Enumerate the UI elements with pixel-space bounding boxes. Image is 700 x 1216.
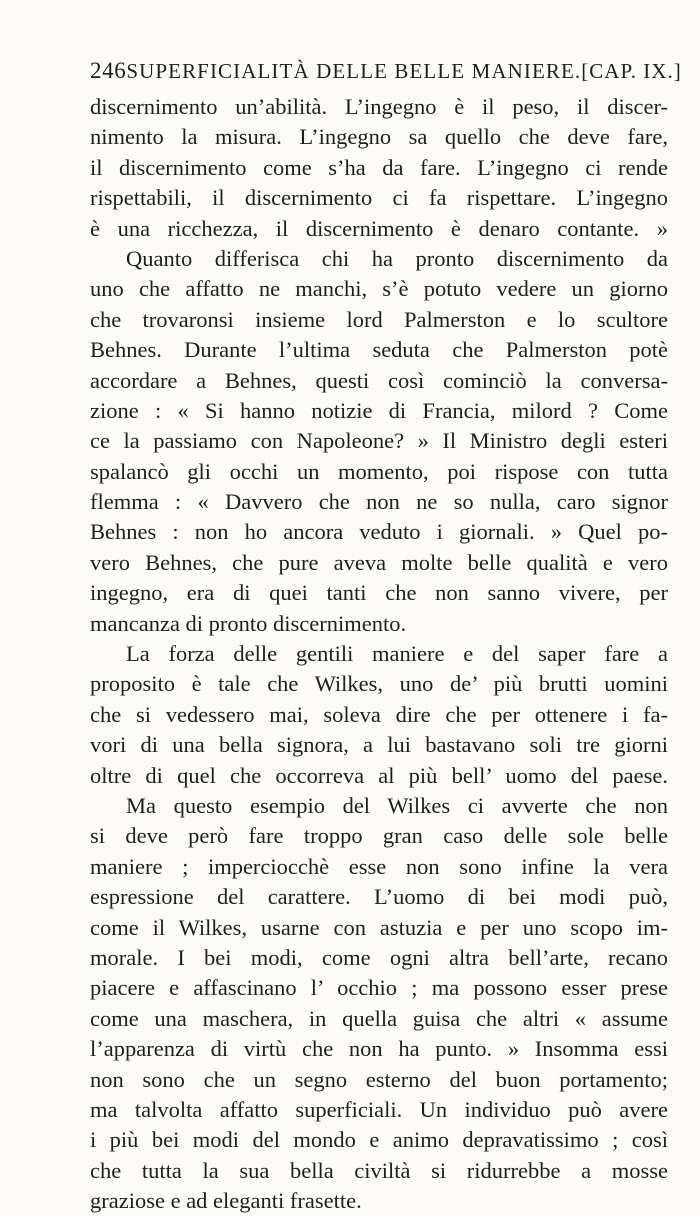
text-line: non sono che un segno esterno del buon portamento; [90, 1066, 668, 1092]
text-line: che trovaronsi insieme lord Palmerston e lo scultore [90, 306, 668, 332]
text-line: accordare a Behnes, questi così cominciò la conversa- [90, 367, 668, 393]
paragraph [90, 639, 668, 791]
text-line: vero Behnes, che pure aveva molte belle qualità e vero [90, 549, 668, 575]
text-line: nimento la misura. L’ingegno sa quello che deve fare, [90, 124, 668, 150]
text-line: maniere ; imperciocchè esse non sono infine la vera [90, 853, 668, 879]
text-line: come il Wilkes, usarne con astuzia e per uno scopo im- [90, 914, 668, 940]
text-line: oltre di quel che occorreva al più bell’ uomo del paese. [90, 762, 668, 788]
page-number: 246 [90, 58, 127, 83]
text-line: ma talvolta affatto superficiali. Un individuo può avere [90, 1096, 668, 1122]
text-line: Quanto differisca chi ha pronto discernimento da [126, 245, 668, 271]
chapter-label: [CAP. IX.] [581, 59, 682, 83]
text-line: La forza delle gentili maniere e del saper fare a [126, 641, 668, 667]
running-title: SUPERFICIALITÀ DELLE BELLE MANIERE. [126, 59, 582, 83]
text-line: vori di una bella signora, a lui bastavano soli tre giorni [90, 732, 668, 758]
text-line: espressione del carattere. L’uomo di bei modi può, [90, 884, 668, 910]
text-line: rispettabili, il discernimento ci fa rispettare. L’ingegno [90, 185, 668, 211]
text-line: è una ricchezza, il discernimento è denaro contante. » [90, 215, 668, 241]
paragraph [90, 244, 668, 639]
paragraph [90, 92, 668, 244]
text-line: ingegno, era di quei tanti che non sanno vivere, per [90, 580, 668, 606]
text-line: il discernimento come s’ha da fare. L’ingegno ci rende [90, 154, 668, 180]
body-text [90, 92, 668, 1216]
text-line: che si vedessero mai, soleva dire che per ottenere i fa- [90, 701, 668, 727]
text-line: Behnes. Durante l’ultima seduta che Palmerston potè [90, 337, 668, 363]
text-line: proposito è tale che Wilkes, uno de’ più brutti uomini [90, 671, 668, 697]
text-line: ce la passiamo con Napoleone? » Il Ministro degli esteri [90, 428, 668, 454]
text-line: uno che affatto ne manchi, s’è potuto vedere un giorno [90, 276, 668, 302]
text-line: che tutta la sua bella civiltà si ridurrebbe a mosse [90, 1157, 668, 1183]
text-line: spalancò gli occhi un momento, poi rispose con tutta [90, 458, 668, 484]
text-line: si deve però fare troppo gran caso delle sole belle [90, 823, 668, 849]
text-line: Ma questo esempio del Wilkes ci avverte che non [126, 792, 668, 818]
text-line: Behnes : non ho ancora veduto i giornali. » Quel po- [90, 519, 668, 545]
text-line: i più bei modi del mondo e animo depravatissimo ; così [90, 1127, 668, 1153]
text-line: graziose e ad eleganti frasette. [90, 1188, 362, 1214]
text-line: discernimento un’abilità. L’ingegno è il peso, il discer- [90, 94, 668, 119]
text-line: piacere e affascinano l’ occhio ; ma possono esser prese [90, 975, 668, 1001]
text-line: come una maschera, in quella guisa che altri « assume [90, 1005, 668, 1031]
text-line: flemma : « Davvero che non ne so nulla, caro signor [90, 489, 668, 515]
paragraph [90, 791, 668, 1216]
text-line: mancanza di pronto discernimento. [90, 610, 407, 636]
text-line: morale. I bei modi, come ogni altra bell’arte, recano [90, 944, 668, 970]
text-line: l’apparenza di virtù che non ha punto. » Insomma essi [90, 1036, 668, 1062]
running-header [90, 58, 682, 88]
text-line: zione : « Si hanno notizie di Francia, milord ? Come [90, 397, 668, 423]
